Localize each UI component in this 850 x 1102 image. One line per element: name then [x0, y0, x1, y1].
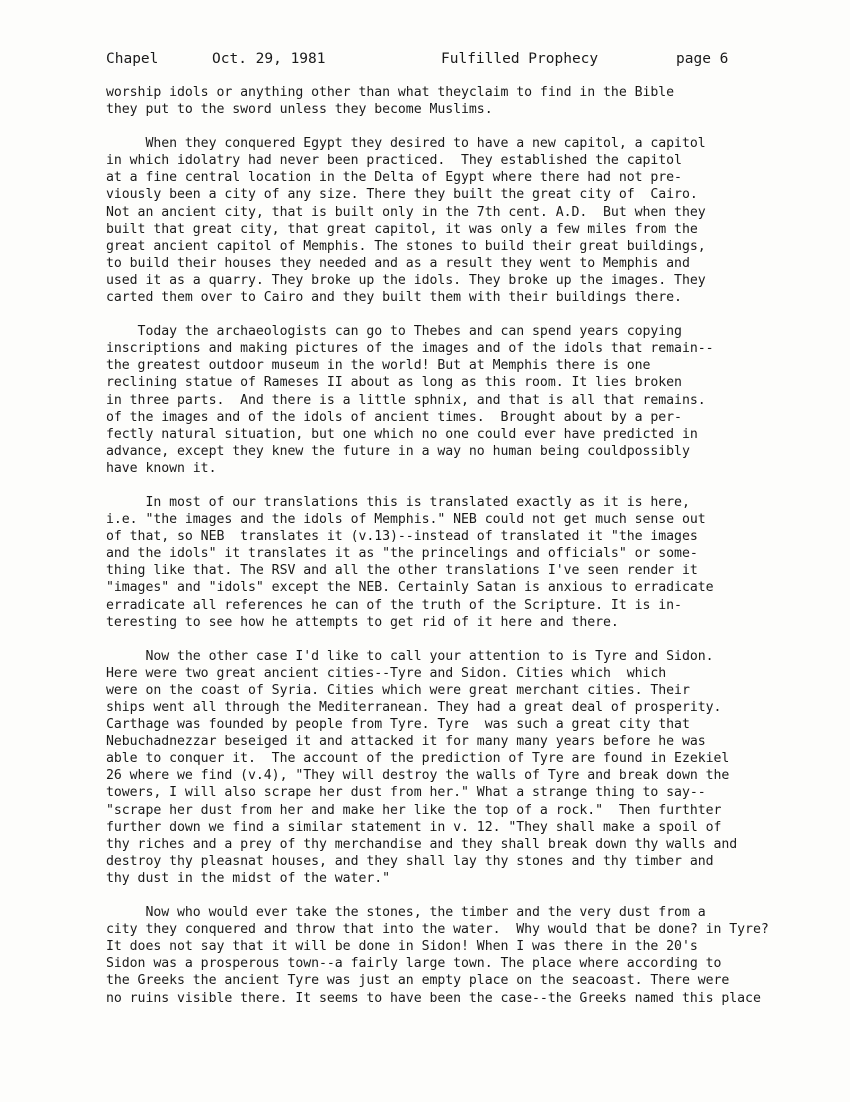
header-title: Fulfilled Prophecy	[441, 51, 599, 67]
paragraph-gap	[106, 306, 816, 323]
paragraph-idols: worship idols or anything other than what theyclaim to find in the Bible they put to the sword unless they become Muslims.	[106, 85, 675, 118]
header-date: Oct. 29, 1981	[212, 51, 326, 67]
paragraph-translations: In most of our translations this is translated exactly as it is here, i.e. "the images and the idols of Memphis." NEB could not get much sense out of that, so NEB translates it (v.13)--instead of translated it "the images and the idols" it translates it as "the princelings and officials" or some- thing like that. The RSV and all the other translations I've seen render it "images" and "idols" except the NEB. Certainly Satan is anxious to erradicate erradicate all references he can of the truth of the Scripture. It is in- teresting to see how he attempts to get rid of it here and there.	[106, 494, 714, 630]
document-body	[106, 84, 816, 1007]
paragraph-cairo: When they conquered Egypt they desired to have a new capitol, a capitol in which idolatry had never been practiced. They established the capitol at a fine central location in the Delta of Egypt where there had not pre- viously been a city of any size. There they built the great city of Cairo. Not an ancient city, that is built only in the 7th cent. A.D. But when they built that great city, that great capitol, it was only a few miles from the great ancient capitol of Memphis. The stones to build their great buildings, to build their houses they needed and as a result they went to Memphis and used it as a quarry. They broke up the idols. They broke up the images. They carted them over to Cairo and they built them with their buildings there.	[106, 136, 706, 306]
paragraph-stones-timber: Now who would ever take the stones, the timber and the very dust from a city they conquered and throw that into the water. Why would that be done? in Tyre? It does not say that it will be done in Sidon! When I was there in the 20's Sidon was a prosperous town--a fairly large town. The place where according to the Greeks the ancient Tyre was just an empty place on the seacoast. There were no ruins visible there. It seems to have been the case--the Greeks named this place	[106, 905, 769, 1006]
paragraph-gap	[106, 118, 816, 135]
paragraph-memphis: Today the archaeologists can go to Thebes and can spend years copying inscriptions and making pictures of the images and of the idols that remain-- the greatest outdoor museum in the world! But at Memphis there is one reclining statue of Rameses II about as long as this room. It lies broken in three parts. And there is a little sphnix, and that is all that remains. of the images and of the idols of ancient times. Brought about by a per- fectly natural situation, but one which no one could ever have predicted in advance, except they knew the future in a way no human being couldpossibly have known it.	[106, 324, 714, 476]
paragraph-tyre-sidon: Now the other case I'd like to call your attention to is Tyre and Sidon. Here were two great ancient cities--Tyre and Sidon. Cities which which were on the coast of Syria. Cities which were great merchant cities. Their ships went all through the Mediterranean. They had a great deal of prosperity. Carthage was founded by people from Tyre. Tyre was such a great city that Nebuchadnezzar beseiged it and attacked it for many many years before he was able to conquer it. The account of the prediction of Tyre are found in Ezekiel 26 where we find (v.4), "They will destroy the walls of Tyre and break down the towers, I will also scrape her dust from her." What a strange thing to say-- "scrape her dust from her and make her like the top of a rock." Then furthter further down we find a similar statement in v. 12. "They shall make a spoil of thy riches and a prey of thy merchandise and they shall break down thy walls and destroy thy pleasnat houses, and they shall lay thy stones and thy timber and thy dust in the midst of the water."	[106, 648, 738, 886]
header-page-number: page 6	[676, 51, 729, 67]
page-header	[106, 51, 746, 71]
paragraph-gap	[106, 887, 816, 904]
header-chapel: Chapel	[106, 51, 159, 67]
paragraph-gap	[106, 477, 816, 494]
paragraph-gap	[106, 631, 816, 648]
